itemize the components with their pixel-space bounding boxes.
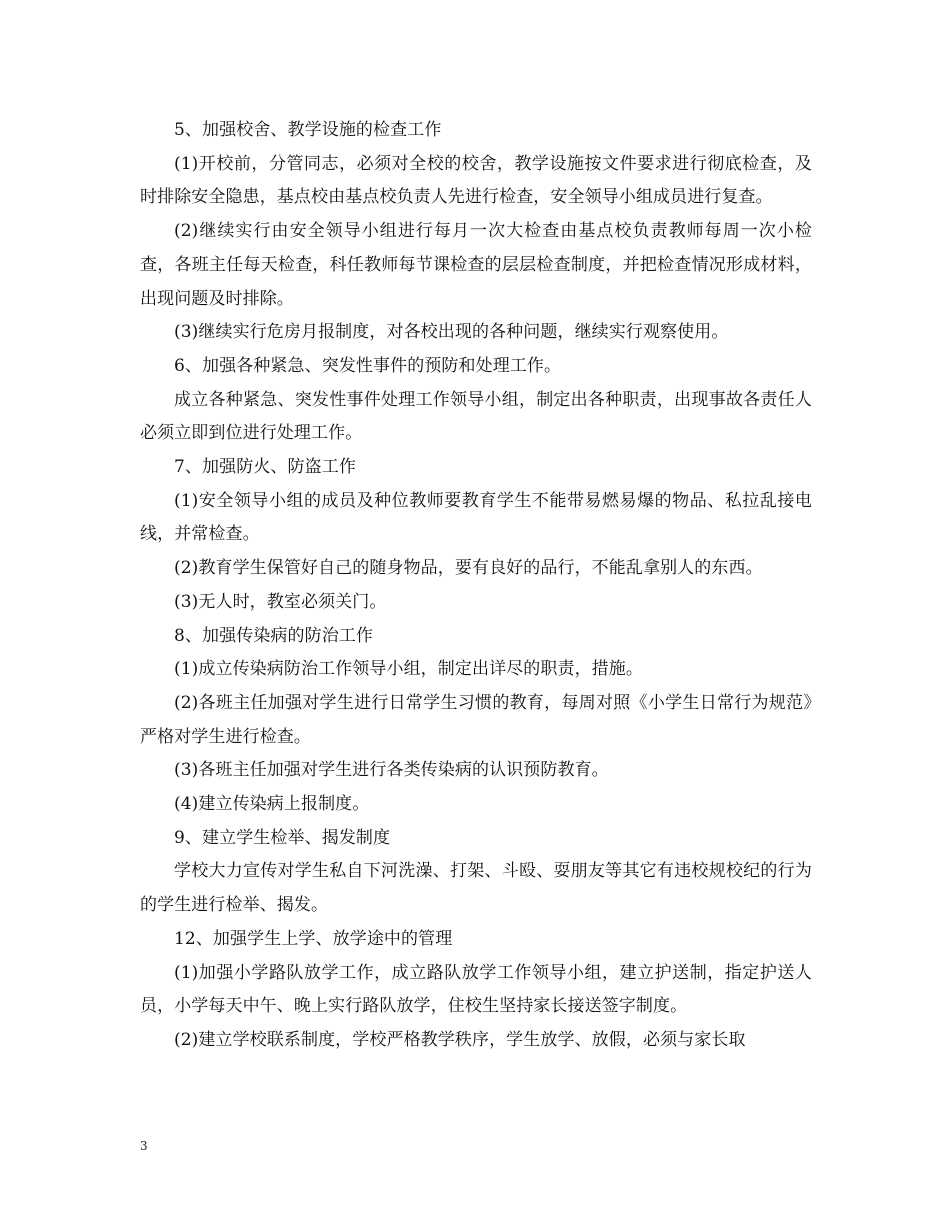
document-body [140,114,812,1058]
paragraph: (2)各班主任加强对学生进行日常学生习惯的教育，每周对照《小学生日常行为规范》严格对学生进行检查。 [140,692,812,747]
paragraph: (1)加强小学路队放学工作，成立路队放学工作领导小组，建立护送制，指定护送人员，小学每天中午、晚上实行路队放学，住校生坚持家长接送签字制度。 [140,962,812,1017]
heading-8: 8、加强传染病的防治工作 [174,625,374,646]
paragraph: (4)建立传染病上报制度。 [174,794,370,815]
heading-9: 9、建立学生检举、揭发制度 [174,827,391,848]
heading-7: 7、加强防火、防盗工作 [174,457,356,478]
paragraph: (2)建立学校联系制度，学校严格教学秩序，学生放学、放假，必须与家长取 [174,1029,746,1050]
paragraph: (3)无人时，教室必须关门。 [174,591,387,612]
paragraph: (1)安全领导小组的成员及种位教师要教育学生不能带易燃易爆的物品、私拉乱接电线，并常检查。 [140,490,812,545]
page-number: 3 [140,1139,148,1153]
paragraph: (1)成立传染病防治工作领导小组，制定出详尽的职责，措施。 [174,659,643,680]
paragraph: (2)继续实行由安全领导小组进行每月一次大检查由基点校负责教师每周一次小检查，各班主任每天检查，科任教师每节课检查的层层检查制度，并把检查情况形成材料，出现问题及时排除。 [140,221,812,309]
paragraph: 学校大力宣传对学生私自下河洗澡、打架、斗殴、耍朋友等其它有违校规校纪的行为的学生进行检举、揭发。 [140,861,812,916]
paragraph: 成立各种紧急、突发性事件处理工作领导小组，制定出各种职责，出现事故各责任人必须立即到位进行处理工作。 [140,389,812,444]
heading-12: 12、加强学生上学、放学途中的管理 [174,928,453,949]
paragraph: (3)各班主任加强对学生进行各类传染病的认识预防教育。 [174,760,609,781]
heading-5: 5、加强校舍、教学设施的检查工作 [174,120,442,140]
paragraph: (3)继续实行危房月报制度，对各校出现的各种问题，继续实行观察使用。 [174,322,729,343]
paragraph: (1)开校前，分管同志，必须对全校的校舍，教学设施按文件要求进行彻底检查，及时排除安全隐患，基点校由基点校负责人先进行检查，安全领导小组成员进行复查。 [140,153,812,208]
heading-6: 6、加强各种紧急、突发性事件的预防和处理工作。 [174,355,562,376]
paragraph: (2)教育学生保管好自己的随身物品，要有良好的品行，不能乱拿别人的东西。 [174,558,763,579]
